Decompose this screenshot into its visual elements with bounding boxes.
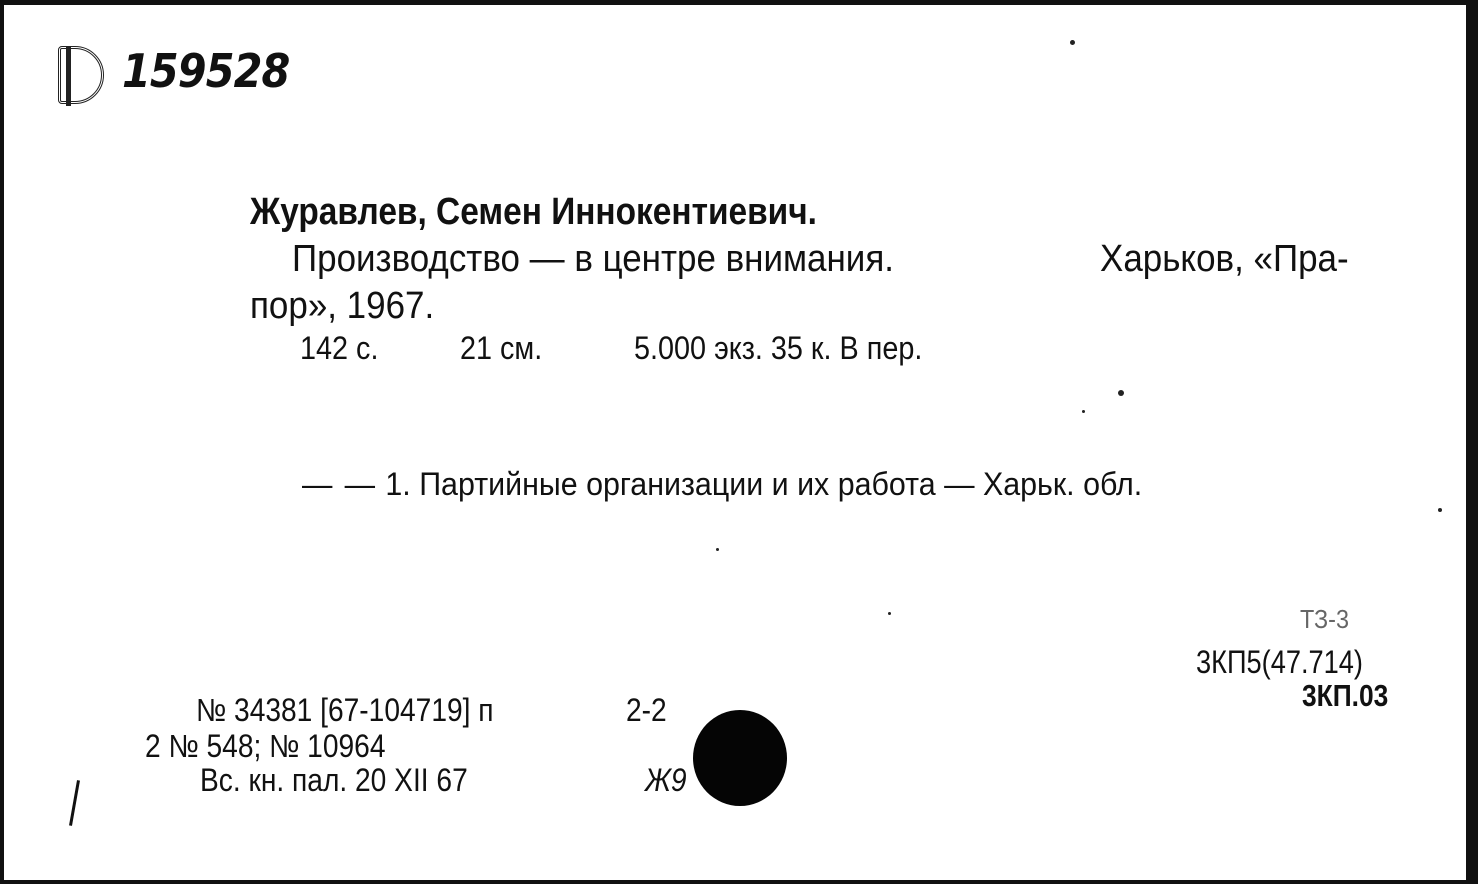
card-border-bottom [0,880,1478,884]
card-border-right [1466,0,1478,884]
speck [1082,410,1085,413]
author-heading: Журавлев, Семен Иннокентиевич. [250,191,817,233]
card-border-top [0,0,1478,5]
speck [1118,390,1124,396]
accession-number: 159528 [122,44,290,98]
card-border-left [0,0,4,884]
place-publisher: Харьков, «Пра- [1100,238,1349,280]
page-count: 142 с. [300,330,379,366]
classification-sub: 3КП.03 [1302,678,1389,713]
subject-text: 1. Партийные организации и их работа — Харьк. обл. [385,466,1143,502]
speck [1070,40,1075,45]
handwritten-mark: ТЗ-3 [1300,604,1349,634]
speck [716,548,719,551]
reference-line-3-right: Ж9 [645,762,687,798]
book-title: Производство — в центре внимания. [292,238,894,280]
stamp-d-stem [66,46,71,106]
subject-heading [302,468,1142,500]
subject-dashes: — — [302,466,377,502]
pencil-tick [69,780,80,826]
book-size: 21 см. [460,330,543,366]
reference-line-1: № 34381 [67-104719] п [196,692,494,728]
copies-price: 5.000 экз. 35 к. В пер. [634,330,923,366]
reference-line-2: 2 № 548; № 10964 [145,728,386,764]
classification-main: 3КП5(47.714) [1196,644,1363,680]
publisher-year: пор», 1967. [250,285,435,327]
speck [1438,508,1442,512]
stamp-d-icon [58,46,104,104]
speck [888,612,891,615]
reference-line-3: Вс. кн. пал. 20 XII 67 [200,762,468,798]
punch-hole [693,710,787,806]
reference-line-1-right: 2-2 [626,692,667,728]
